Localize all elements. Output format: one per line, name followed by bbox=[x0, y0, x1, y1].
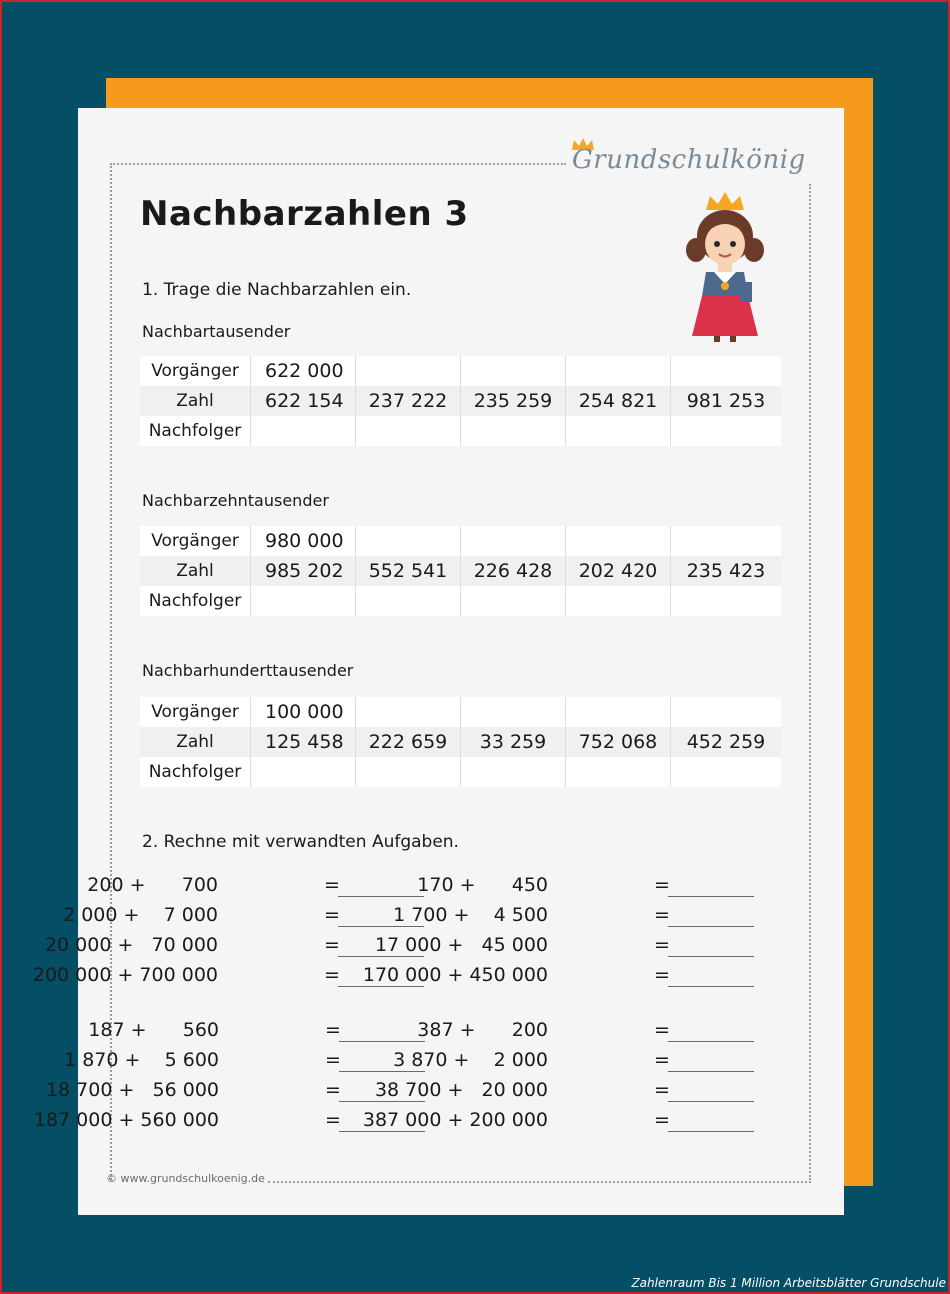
equals-sign: = bbox=[325, 1079, 341, 1101]
section-label-zehntausender: Nachbarzehntausender bbox=[142, 491, 329, 510]
section-label-tausender: Nachbartausender bbox=[142, 322, 291, 341]
answer-line[interactable] bbox=[339, 1131, 425, 1132]
calc-term: 17 000 + 45 000 bbox=[374, 934, 548, 956]
calc-term: 187 + 560 bbox=[88, 1019, 219, 1041]
answer-line[interactable] bbox=[338, 956, 424, 957]
equals-sign: = bbox=[325, 1049, 341, 1071]
cell-value: 222 659 bbox=[356, 727, 461, 757]
answer-line[interactable] bbox=[338, 896, 424, 897]
cell-value: 235 259 bbox=[461, 386, 566, 416]
queen-girl-illustration bbox=[684, 192, 766, 344]
equals-sign: = bbox=[654, 1049, 670, 1071]
calc-term: 1 700 + 4 500 bbox=[393, 904, 548, 926]
dotted-border-bottom bbox=[268, 1181, 811, 1183]
answer-line[interactable] bbox=[668, 1101, 754, 1102]
equals-sign: = bbox=[654, 904, 670, 926]
answer-line[interactable] bbox=[339, 1071, 425, 1072]
row-label: Zahl bbox=[140, 386, 251, 416]
answer-cell[interactable] bbox=[461, 356, 566, 386]
cell-value: 125 458 bbox=[251, 727, 356, 757]
equals-sign: = bbox=[325, 1109, 341, 1131]
equals-sign: = bbox=[654, 964, 670, 986]
equals-sign: = bbox=[324, 934, 340, 956]
footer-url[interactable]: © www.grundschulkoenig.de bbox=[106, 1172, 265, 1185]
calc-term: 187 000 + 560 000 bbox=[33, 1109, 219, 1131]
table-row-vorgaenger bbox=[140, 697, 781, 727]
answer-line[interactable] bbox=[668, 1131, 754, 1132]
answer-cell[interactable] bbox=[566, 416, 671, 446]
answer-cell[interactable] bbox=[356, 526, 461, 556]
answer-cell[interactable] bbox=[671, 416, 782, 446]
table-row-vorgaenger bbox=[140, 356, 781, 386]
cell-value: 237 222 bbox=[356, 386, 461, 416]
equals-sign: = bbox=[324, 904, 340, 926]
equals-sign: = bbox=[324, 874, 340, 896]
calc-term: 170 + 450 bbox=[417, 874, 548, 896]
equals-sign: = bbox=[654, 1109, 670, 1131]
answer-cell[interactable] bbox=[251, 757, 356, 787]
answer-cell[interactable] bbox=[461, 416, 566, 446]
task-2-heading: 2. Rechne mit verwandten Aufgaben. bbox=[142, 832, 459, 852]
equals-sign: = bbox=[654, 1019, 670, 1041]
answer-cell[interactable] bbox=[356, 757, 461, 787]
cell-value: 752 068 bbox=[566, 727, 671, 757]
answer-cell[interactable] bbox=[461, 526, 566, 556]
calc-term: 1 870 + 5 600 bbox=[64, 1049, 219, 1071]
calc-term: 20 000 + 70 000 bbox=[44, 934, 218, 956]
answer-line[interactable] bbox=[338, 986, 424, 987]
calc-term: 200 000 + 700 000 bbox=[32, 964, 218, 986]
equals-sign: = bbox=[325, 1019, 341, 1041]
calc-term: 18 700 + 56 000 bbox=[45, 1079, 219, 1101]
answer-cell[interactable] bbox=[356, 697, 461, 727]
table-row-nachfolger bbox=[140, 757, 781, 787]
cell-value: 452 259 bbox=[671, 727, 782, 757]
answer-cell[interactable] bbox=[566, 356, 671, 386]
table-nachbartausender bbox=[140, 356, 781, 446]
row-label: Zahl bbox=[140, 556, 251, 586]
answer-cell[interactable] bbox=[671, 757, 782, 787]
answer-line[interactable] bbox=[668, 1041, 754, 1042]
answer-line[interactable] bbox=[668, 956, 754, 957]
image-caption: Zahlenraum Bis 1 Million Arbeitsblätter Grundschule bbox=[631, 1276, 946, 1290]
answer-line[interactable] bbox=[668, 896, 754, 897]
calc-term: 387 + 200 bbox=[417, 1019, 548, 1041]
answer-cell[interactable] bbox=[671, 697, 782, 727]
answer-cell[interactable] bbox=[356, 416, 461, 446]
answer-cell[interactable] bbox=[566, 757, 671, 787]
cell-value: 985 202 bbox=[251, 556, 356, 586]
answer-cell[interactable] bbox=[566, 697, 671, 727]
row-label: Nachfolger bbox=[140, 416, 251, 446]
answer-cell[interactable] bbox=[671, 526, 782, 556]
calc-term: 38 700 + 20 000 bbox=[374, 1079, 548, 1101]
page-title: Nachbarzahlen 3 bbox=[140, 194, 469, 234]
answer-cell[interactable] bbox=[566, 586, 671, 616]
brand-logo: Grundschulkönig bbox=[572, 145, 806, 175]
cell-value: 981 253 bbox=[671, 386, 782, 416]
answer-cell[interactable] bbox=[566, 526, 671, 556]
table-row-nachfolger bbox=[140, 586, 781, 616]
table-row-vorgaenger bbox=[140, 526, 781, 556]
dotted-border-top bbox=[110, 163, 566, 165]
equals-sign: = bbox=[654, 934, 670, 956]
answer-cell[interactable] bbox=[671, 586, 782, 616]
table-row-zahl bbox=[140, 556, 781, 586]
answer-cell[interactable] bbox=[356, 356, 461, 386]
answer-cell[interactable] bbox=[461, 697, 566, 727]
cell-value: 235 423 bbox=[671, 556, 782, 586]
row-label: Vorgänger bbox=[140, 356, 251, 386]
table-row-nachfolger bbox=[140, 416, 781, 446]
row-label: Zahl bbox=[140, 727, 251, 757]
answer-cell[interactable] bbox=[251, 416, 356, 446]
row-label: Nachfolger bbox=[140, 757, 251, 787]
table-row-zahl bbox=[140, 386, 781, 416]
answer-cell[interactable] bbox=[461, 757, 566, 787]
answer-cell[interactable] bbox=[461, 586, 566, 616]
row-label: Nachfolger bbox=[140, 586, 251, 616]
answer-cell[interactable] bbox=[671, 356, 782, 386]
worksheet-page bbox=[32, 108, 844, 1215]
cell-value: 254 821 bbox=[566, 386, 671, 416]
calc-term: 2 000 + 7 000 bbox=[63, 904, 218, 926]
equals-sign: = bbox=[654, 874, 670, 896]
cell-value: 202 420 bbox=[566, 556, 671, 586]
equals-sign: = bbox=[324, 964, 340, 986]
table-row-zahl bbox=[140, 727, 781, 757]
answer-line[interactable] bbox=[668, 926, 754, 927]
cell-value: 226 428 bbox=[461, 556, 566, 586]
answer-line[interactable] bbox=[339, 1101, 425, 1102]
cell-value: 100 000 bbox=[251, 697, 356, 727]
answer-line[interactable] bbox=[668, 986, 754, 987]
answer-line[interactable] bbox=[338, 926, 424, 927]
answer-line[interactable] bbox=[668, 1071, 754, 1072]
calc-term: 3 870 + 2 000 bbox=[393, 1049, 548, 1071]
dotted-border-right bbox=[809, 184, 811, 1180]
calc-term: 387 000 + 200 000 bbox=[362, 1109, 548, 1131]
row-label: Vorgänger bbox=[140, 526, 251, 556]
cell-value: 33 259 bbox=[461, 727, 566, 757]
table-nachbarzehntausender bbox=[140, 526, 781, 616]
table-nachbarhunderttausender bbox=[140, 697, 781, 787]
answer-line[interactable] bbox=[339, 1041, 425, 1042]
answer-cell[interactable] bbox=[356, 586, 461, 616]
cell-value: 622 154 bbox=[251, 386, 356, 416]
cell-value: 622 000 bbox=[251, 356, 356, 386]
cell-value: 552 541 bbox=[356, 556, 461, 586]
section-label-hunderttausender: Nachbarhunderttausender bbox=[142, 661, 354, 680]
calc-term: 170 000 + 450 000 bbox=[362, 964, 548, 986]
equals-sign: = bbox=[654, 1079, 670, 1101]
answer-cell[interactable] bbox=[251, 586, 356, 616]
calc-term: 200 + 700 bbox=[87, 874, 218, 896]
row-label: Vorgänger bbox=[140, 697, 251, 727]
task-1-heading: 1. Trage die Nachbarzahlen ein. bbox=[142, 280, 412, 300]
cell-value: 980 000 bbox=[251, 526, 356, 556]
